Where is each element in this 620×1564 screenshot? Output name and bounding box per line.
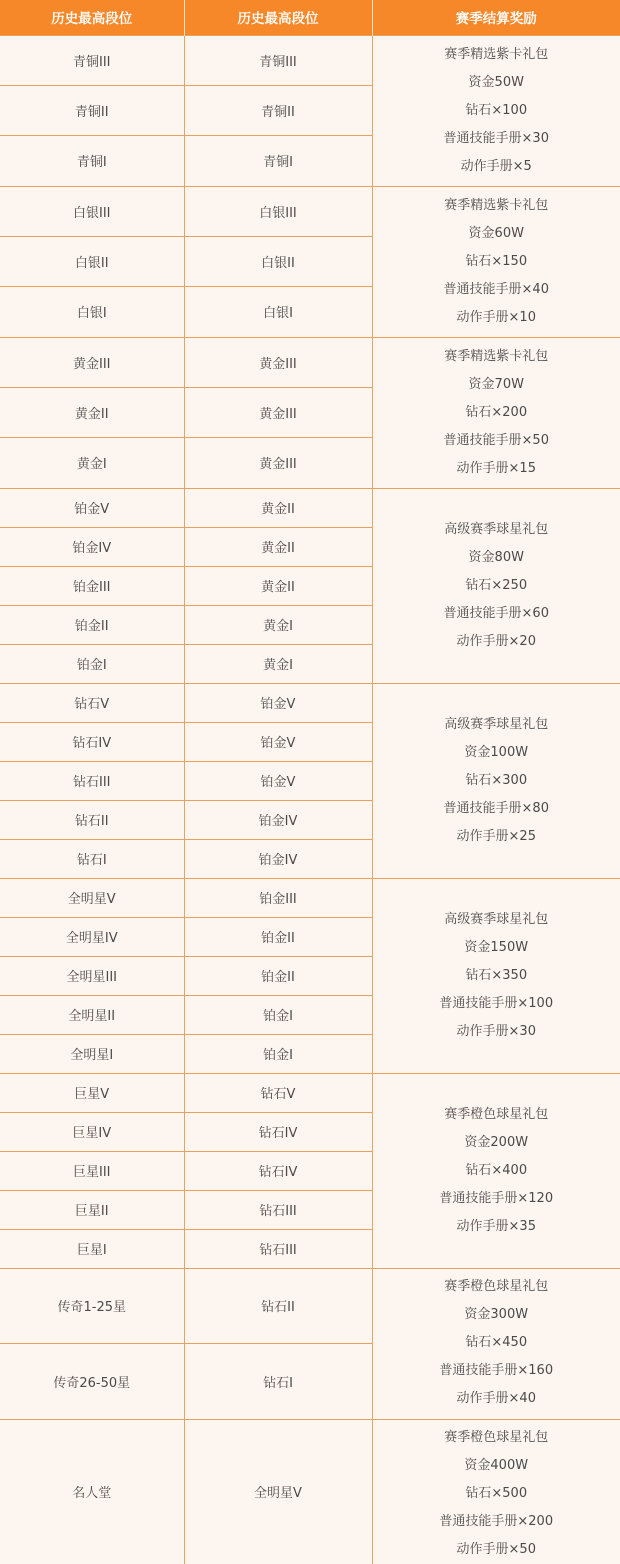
highest-rank-cell: 铂金III xyxy=(0,566,184,605)
reward-item: 赛季橙色球星礼包 xyxy=(444,1429,549,1445)
reward-item: 钻石×450 xyxy=(465,1334,528,1350)
reward-item: 普通技能手册×80 xyxy=(443,800,549,816)
reward-item: 资金200W xyxy=(464,1134,529,1150)
table-row xyxy=(0,1268,620,1343)
season-rank-cell: 铂金V xyxy=(184,761,372,800)
reward-item: 赛季精选紫卡礼包 xyxy=(444,348,549,364)
season-rank-cell: 青铜I xyxy=(184,135,372,186)
table-row xyxy=(0,1073,620,1112)
reward-item: 普通技能手册×40 xyxy=(443,281,549,297)
highest-rank-cell: 铂金V xyxy=(0,488,184,527)
reward-item: 资金80W xyxy=(468,549,524,565)
highest-rank-cell: 铂金I xyxy=(0,644,184,683)
highest-rank-cell: 白银III xyxy=(0,186,184,236)
reward-item: 动作手册×25 xyxy=(456,828,536,844)
highest-rank-cell: 铂金IV xyxy=(0,527,184,566)
header-row xyxy=(0,0,620,35)
reward-item: 资金150W xyxy=(464,939,529,955)
table-header xyxy=(0,0,620,35)
reward-item: 普通技能手册×200 xyxy=(439,1513,554,1529)
reward-item: 高级赛季球星礼包 xyxy=(444,911,549,927)
highest-rank-cell: 铂金II xyxy=(0,605,184,644)
reward-cell xyxy=(372,683,620,878)
reward-item: 普通技能手册×60 xyxy=(443,605,549,621)
reward-item: 动作手册×35 xyxy=(456,1218,536,1234)
highest-rank-cell: 传奇26-50星 xyxy=(0,1343,184,1419)
reward-item: 普通技能手册×50 xyxy=(443,432,549,448)
season-rank-cell: 白银I xyxy=(184,286,372,337)
highest-rank-cell: 钻石II xyxy=(0,800,184,839)
reward-item: 资金300W xyxy=(464,1306,529,1322)
reward-cell xyxy=(372,878,620,1073)
reward-item: 动作手册×10 xyxy=(456,309,536,325)
reward-cell xyxy=(372,1073,620,1268)
highest-rank-cell: 钻石III xyxy=(0,761,184,800)
season-rank-cell: 黄金III xyxy=(184,337,372,387)
season-rank-cell: 钻石II xyxy=(184,1268,372,1343)
reward-item: 普通技能手册×100 xyxy=(439,995,554,1011)
highest-rank-cell: 全明星I xyxy=(0,1034,184,1073)
highest-rank-cell: 白银I xyxy=(0,286,184,337)
season-rank-cell: 钻石IV xyxy=(184,1112,372,1151)
season-rank-cell: 铂金II xyxy=(184,917,372,956)
reward-item: 动作手册×20 xyxy=(456,633,536,649)
season-rank-cell: 铂金I xyxy=(184,1034,372,1073)
reward-item: 赛季精选紫卡礼包 xyxy=(444,46,549,62)
highest-rank-cell: 黄金II xyxy=(0,387,184,437)
season-rank-cell: 钻石V xyxy=(184,1073,372,1112)
highest-rank-cell: 青铜II xyxy=(0,85,184,135)
reward-item: 高级赛季球星礼包 xyxy=(444,716,549,732)
highest-rank-cell: 传奇1-25星 xyxy=(0,1268,184,1343)
highest-rank-cell: 青铜I xyxy=(0,135,184,186)
reward-item: 赛季橙色球星礼包 xyxy=(444,1106,549,1122)
season-rank-cell: 铂金I xyxy=(184,995,372,1034)
reward-cell xyxy=(372,1419,620,1564)
highest-rank-cell: 全明星IV xyxy=(0,917,184,956)
reward-item: 资金60W xyxy=(468,225,524,241)
season-rank-cell: 白银III xyxy=(184,186,372,236)
reward-cell xyxy=(372,488,620,683)
season-rank-cell: 铂金III xyxy=(184,878,372,917)
season-rank-cell: 铂金II xyxy=(184,956,372,995)
table-row xyxy=(0,337,620,387)
highest-rank-cell: 青铜III xyxy=(0,35,184,85)
season-rank-cell: 铂金IV xyxy=(184,800,372,839)
season-rank-cell: 白银II xyxy=(184,236,372,286)
reward-item: 赛季橙色球星礼包 xyxy=(444,1278,549,1294)
season-rank-cell: 黄金II xyxy=(184,527,372,566)
table-row xyxy=(0,488,620,527)
season-rank-cell: 钻石III xyxy=(184,1190,372,1229)
season-rank-cell: 黄金II xyxy=(184,488,372,527)
season-rank-cell: 黄金II xyxy=(184,566,372,605)
reward-item: 资金50W xyxy=(468,74,524,90)
table-row xyxy=(0,35,620,85)
header-rank-column-2: 历史最高段位 xyxy=(184,0,372,35)
season-rank-cell: 钻石I xyxy=(184,1343,372,1419)
reward-item: 动作手册×15 xyxy=(456,460,536,476)
season-rank-cell: 青铜III xyxy=(184,35,372,85)
highest-rank-cell: 巨星II xyxy=(0,1190,184,1229)
reward-cell xyxy=(372,337,620,488)
highest-rank-cell: 巨星III xyxy=(0,1151,184,1190)
reward-item: 动作手册×50 xyxy=(456,1541,536,1557)
reward-item: 普通技能手册×120 xyxy=(439,1190,554,1206)
reward-item: 资金400W xyxy=(464,1457,529,1473)
highest-rank-cell: 巨星I xyxy=(0,1229,184,1268)
reward-item: 资金70W xyxy=(468,376,524,392)
reward-cell xyxy=(372,186,620,337)
season-rank-cell: 钻石IV xyxy=(184,1151,372,1190)
reward-item: 钻石×400 xyxy=(465,1162,528,1178)
reward-cell xyxy=(372,1268,620,1419)
reward-item: 普通技能手册×30 xyxy=(443,130,549,146)
reward-item: 钻石×500 xyxy=(465,1485,528,1501)
reward-item: 动作手册×5 xyxy=(460,158,532,174)
season-rank-cell: 黄金III xyxy=(184,437,372,488)
reward-item: 普通技能手册×160 xyxy=(439,1362,554,1378)
season-rank-cell: 黄金I xyxy=(184,605,372,644)
table-body xyxy=(0,35,620,1564)
highest-rank-cell: 全明星III xyxy=(0,956,184,995)
season-rank-cell: 铂金V xyxy=(184,722,372,761)
season-rank-cell: 黄金III xyxy=(184,387,372,437)
reward-item: 赛季精选紫卡礼包 xyxy=(444,197,549,213)
highest-rank-cell: 钻石IV xyxy=(0,722,184,761)
reward-item: 钻石×300 xyxy=(465,772,528,788)
reward-item: 钻石×150 xyxy=(465,253,528,269)
reward-item: 动作手册×40 xyxy=(456,1390,536,1406)
reward-item: 资金100W xyxy=(464,744,529,760)
highest-rank-cell: 黄金III xyxy=(0,337,184,387)
highest-rank-cell: 巨星V xyxy=(0,1073,184,1112)
table-row xyxy=(0,683,620,722)
reward-item: 钻石×250 xyxy=(465,577,528,593)
highest-rank-cell: 钻石V xyxy=(0,683,184,722)
reward-item: 钻石×200 xyxy=(465,404,528,420)
season-rank-cell: 铂金V xyxy=(184,683,372,722)
table-row xyxy=(0,1419,620,1564)
highest-rank-cell: 白银II xyxy=(0,236,184,286)
reward-item: 钻石×350 xyxy=(465,967,528,983)
highest-rank-cell: 全明星V xyxy=(0,878,184,917)
highest-rank-cell: 黄金I xyxy=(0,437,184,488)
highest-rank-cell: 巨星IV xyxy=(0,1112,184,1151)
highest-rank-cell: 全明星II xyxy=(0,995,184,1034)
season-rank-cell: 黄金I xyxy=(184,644,372,683)
season-rank-cell: 钻石III xyxy=(184,1229,372,1268)
season-rank-cell: 铂金IV xyxy=(184,839,372,878)
header-rank-column: 历史最高段位 xyxy=(0,0,184,35)
highest-rank-cell: 钻石I xyxy=(0,839,184,878)
table-row xyxy=(0,878,620,917)
season-rank-cell: 全明星V xyxy=(184,1419,372,1564)
reward-cell xyxy=(372,35,620,186)
season-rank-cell: 青铜II xyxy=(184,85,372,135)
reward-item: 高级赛季球星礼包 xyxy=(444,521,549,537)
header-reward-column: 赛季结算奖励 xyxy=(372,0,620,35)
table-row xyxy=(0,186,620,236)
reward-item: 钻石×100 xyxy=(465,102,528,118)
highest-rank-cell: 名人堂 xyxy=(0,1419,184,1564)
reward-item: 动作手册×30 xyxy=(456,1023,536,1039)
